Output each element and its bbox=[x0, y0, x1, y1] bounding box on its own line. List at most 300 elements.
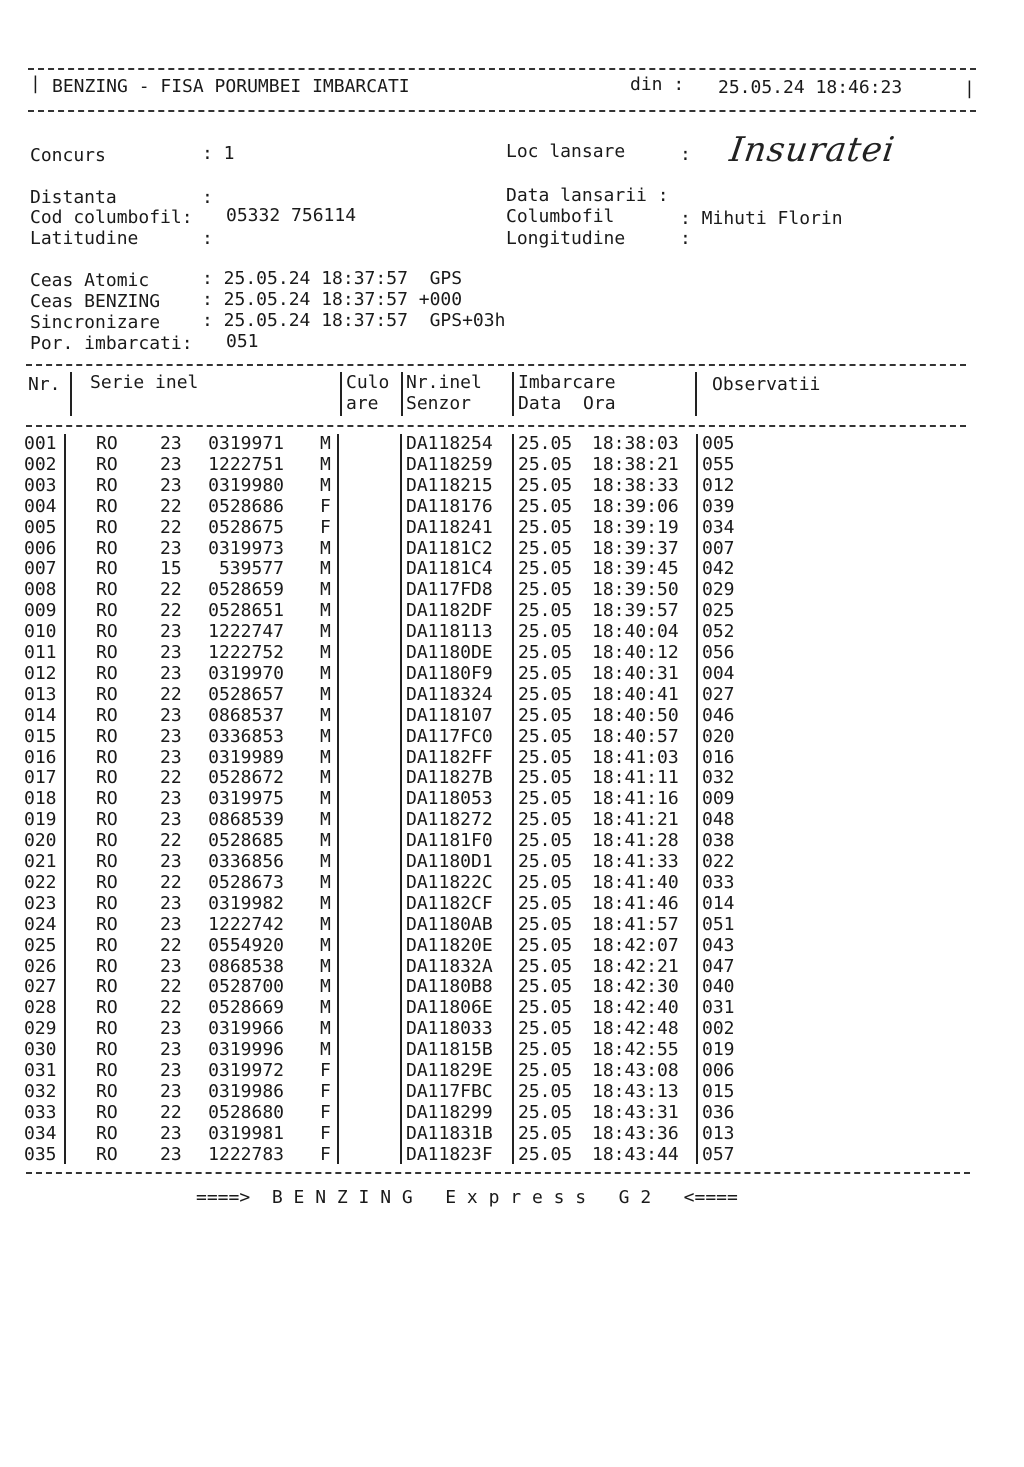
ring-number: 0528675 bbox=[208, 516, 284, 538]
row-number: 002 bbox=[24, 453, 57, 475]
sex: M bbox=[320, 830, 331, 852]
sex: M bbox=[320, 892, 331, 914]
latitudine-label: Latitudine bbox=[30, 228, 139, 249]
ring-number: 0528686 bbox=[208, 495, 284, 517]
sensor-id: DA118299 bbox=[406, 1101, 493, 1123]
sex: F bbox=[320, 516, 331, 538]
ring-number: 0336856 bbox=[208, 851, 284, 872]
ring-year: 22 bbox=[160, 976, 182, 998]
ring-year: 23 bbox=[160, 1039, 182, 1061]
ring-number: 539577 bbox=[218, 558, 284, 580]
row-number: 007 bbox=[24, 558, 57, 580]
sensor-id: DA11820E bbox=[406, 934, 493, 956]
columbofil-value: : Mihuti Florin bbox=[680, 208, 843, 229]
header-divider-serie bbox=[340, 372, 342, 416]
ring-country: RO bbox=[96, 495, 118, 517]
boarding-time: 18:38:21 bbox=[592, 453, 679, 475]
ring-country: RO bbox=[96, 830, 118, 852]
ring-country: RO bbox=[96, 725, 118, 747]
row-number: 021 bbox=[24, 851, 57, 872]
ring-number: 1222742 bbox=[208, 913, 284, 935]
boarding-time: 18:43:13 bbox=[592, 1080, 679, 1102]
ring-number: 0319986 bbox=[208, 1080, 284, 1102]
ring-year: 15 bbox=[160, 558, 182, 580]
sex: M bbox=[320, 621, 331, 643]
boarding-time: 18:43:36 bbox=[592, 1122, 679, 1144]
header-top-rule bbox=[28, 68, 976, 70]
boarding-date: 25.05 bbox=[518, 642, 573, 663]
loc-lansare-colon: : bbox=[680, 144, 691, 165]
ring-country: RO bbox=[96, 997, 118, 1019]
ring-number: 0319980 bbox=[208, 474, 284, 496]
observation: 052 bbox=[702, 621, 735, 643]
observation: 025 bbox=[702, 600, 735, 622]
sex: F bbox=[320, 1060, 331, 1081]
boarding-time: 18:41:28 bbox=[592, 830, 679, 852]
loc-lansare-handwritten: Insuratei bbox=[727, 130, 898, 170]
ring-year: 23 bbox=[160, 725, 182, 747]
ring-year: 23 bbox=[160, 851, 182, 872]
col-header-nr-inel-line1: Nr.inel bbox=[406, 372, 482, 393]
sex: F bbox=[320, 495, 331, 517]
row-number: 003 bbox=[24, 474, 57, 496]
boarding-time: 18:39:50 bbox=[592, 579, 679, 601]
boarding-time: 18:42:21 bbox=[592, 955, 679, 977]
sensor-id: DA11822C bbox=[406, 871, 493, 893]
row-number: 032 bbox=[24, 1080, 57, 1102]
ring-country: RO bbox=[96, 516, 118, 538]
boarding-date: 25.05 bbox=[518, 1018, 573, 1040]
ceas-atomic-value: : 25.05.24 18:37:57 GPS bbox=[202, 268, 463, 289]
footer-top-rule bbox=[26, 1172, 970, 1174]
boarding-date: 25.05 bbox=[518, 1101, 573, 1123]
ring-year: 23 bbox=[160, 746, 182, 768]
row-number: 029 bbox=[24, 1018, 57, 1040]
sensor-id: DA1182FF bbox=[406, 746, 493, 768]
row-number: 005 bbox=[24, 516, 57, 538]
row-number: 028 bbox=[24, 997, 57, 1019]
distanta-label: Distanta bbox=[30, 187, 117, 208]
ring-number: 0868538 bbox=[208, 955, 284, 977]
boarding-date: 25.05 bbox=[518, 495, 573, 517]
boarding-date: 25.05 bbox=[518, 830, 573, 852]
sex: F bbox=[320, 1122, 331, 1144]
boarding-date: 25.05 bbox=[518, 474, 573, 496]
distanta-value: : bbox=[202, 187, 213, 208]
ceas-atomic-label: Ceas Atomic bbox=[30, 270, 150, 291]
boarding-date: 25.05 bbox=[518, 871, 573, 893]
row-number: 024 bbox=[24, 913, 57, 935]
sex: M bbox=[320, 642, 331, 663]
boarding-date: 25.05 bbox=[518, 433, 573, 454]
boarding-time: 18:40:12 bbox=[592, 642, 679, 663]
sex: F bbox=[320, 1143, 331, 1165]
sex: M bbox=[320, 579, 331, 601]
ring-number: 0528672 bbox=[208, 767, 284, 789]
ring-country: RO bbox=[96, 1039, 118, 1061]
boarding-date: 25.05 bbox=[518, 746, 573, 768]
boarding-time: 18:40:31 bbox=[592, 662, 679, 684]
ring-number: 0319982 bbox=[208, 892, 284, 914]
header-divider-imbarcare bbox=[695, 372, 697, 416]
ring-year: 22 bbox=[160, 871, 182, 893]
boarding-time: 18:40:57 bbox=[592, 725, 679, 747]
ring-country: RO bbox=[96, 809, 118, 831]
boarding-date: 25.05 bbox=[518, 892, 573, 914]
ring-country: RO bbox=[96, 1060, 118, 1081]
ring-number: 1222751 bbox=[208, 453, 284, 475]
sex: M bbox=[320, 1039, 331, 1061]
sensor-id: DA11831B bbox=[406, 1122, 493, 1144]
ring-number: 1222752 bbox=[208, 642, 284, 663]
row-number: 015 bbox=[24, 725, 57, 747]
row-number: 016 bbox=[24, 746, 57, 768]
ring-country: RO bbox=[96, 474, 118, 496]
sex: M bbox=[320, 809, 331, 831]
boarding-date: 25.05 bbox=[518, 767, 573, 789]
ring-year: 23 bbox=[160, 1060, 182, 1081]
ring-year: 23 bbox=[160, 955, 182, 977]
boarding-time: 18:42:55 bbox=[592, 1039, 679, 1061]
sex: M bbox=[320, 871, 331, 893]
observation: 056 bbox=[702, 642, 735, 663]
ring-number: 0528685 bbox=[208, 830, 284, 852]
sensor-id: DA117FBC bbox=[406, 1080, 493, 1102]
observation: 005 bbox=[702, 433, 735, 454]
sex: M bbox=[320, 913, 331, 935]
ring-number: 0528659 bbox=[208, 579, 284, 601]
boarding-date: 25.05 bbox=[518, 1039, 573, 1061]
ring-number: 0528669 bbox=[208, 997, 284, 1019]
boarding-date: 25.05 bbox=[518, 788, 573, 810]
ring-country: RO bbox=[96, 976, 118, 998]
sensor-id: DA118324 bbox=[406, 683, 493, 705]
ring-country: RO bbox=[96, 704, 118, 726]
row-number: 004 bbox=[24, 495, 57, 517]
table-header-top-rule bbox=[26, 364, 966, 366]
observation: 016 bbox=[702, 746, 735, 768]
data-lansarii-label: Data lansarii : bbox=[506, 185, 669, 206]
row-number: 009 bbox=[24, 600, 57, 622]
ring-country: RO bbox=[96, 788, 118, 810]
loc-lansare-label: Loc lansare bbox=[506, 141, 626, 162]
boarding-time: 18:43:08 bbox=[592, 1060, 679, 1081]
sensor-id: DA11829E bbox=[406, 1060, 493, 1081]
observation: 039 bbox=[702, 495, 735, 517]
ring-year: 22 bbox=[160, 767, 182, 789]
sensor-id: DA11832A bbox=[406, 955, 493, 977]
sex: M bbox=[320, 746, 331, 768]
boarding-date: 25.05 bbox=[518, 600, 573, 622]
porumbei-imbarcati-value: 051 bbox=[226, 331, 259, 352]
boarding-time: 18:41:16 bbox=[592, 788, 679, 810]
sensor-id: DA118053 bbox=[406, 788, 493, 810]
observation: 027 bbox=[702, 683, 735, 705]
boarding-time: 18:43:44 bbox=[592, 1143, 679, 1165]
col-header-nr-inel-line2: Senzor bbox=[406, 393, 472, 414]
ring-country: RO bbox=[96, 1080, 118, 1102]
ring-year: 23 bbox=[160, 913, 182, 935]
sensor-id: DA1180B8 bbox=[406, 976, 493, 998]
ring-number: 0528700 bbox=[208, 976, 284, 998]
row-number: 025 bbox=[24, 934, 57, 956]
ring-year: 23 bbox=[160, 1143, 182, 1165]
concurs-value: : 1 bbox=[202, 143, 235, 164]
ring-year: 22 bbox=[160, 934, 182, 956]
ring-country: RO bbox=[96, 642, 118, 663]
row-number: 008 bbox=[24, 579, 57, 601]
ring-year: 23 bbox=[160, 537, 182, 559]
row-number: 010 bbox=[24, 621, 57, 643]
sex: F bbox=[320, 1101, 331, 1123]
boarding-date: 25.05 bbox=[518, 851, 573, 872]
boarding-time: 18:40:41 bbox=[592, 683, 679, 705]
col-header-imbarcare-line1: Imbarcare bbox=[518, 372, 616, 393]
boarding-date: 25.05 bbox=[518, 683, 573, 705]
boarding-time: 18:41:33 bbox=[592, 851, 679, 872]
ring-number: 0528680 bbox=[208, 1101, 284, 1123]
ring-number: 0528673 bbox=[208, 871, 284, 893]
sensor-id: DA118241 bbox=[406, 516, 493, 538]
ring-country: RO bbox=[96, 746, 118, 768]
ring-year: 23 bbox=[160, 474, 182, 496]
row-number: 030 bbox=[24, 1039, 57, 1061]
sensor-id: DA118033 bbox=[406, 1018, 493, 1040]
ring-number: 0319981 bbox=[208, 1122, 284, 1144]
observation: 004 bbox=[702, 662, 735, 684]
ring-year: 23 bbox=[160, 788, 182, 810]
body-divider-culoare bbox=[400, 434, 402, 1164]
boarding-date: 25.05 bbox=[518, 662, 573, 684]
sincronizare-value: : 25.05.24 18:37:57 GPS+03h bbox=[202, 310, 506, 331]
observation: 013 bbox=[702, 1122, 735, 1144]
row-number: 006 bbox=[24, 537, 57, 559]
observation: 015 bbox=[702, 1080, 735, 1102]
ring-year: 22 bbox=[160, 579, 182, 601]
sensor-id: DA118113 bbox=[406, 621, 493, 643]
observation: 034 bbox=[702, 516, 735, 538]
body-divider-serie bbox=[337, 434, 339, 1164]
row-number: 026 bbox=[24, 955, 57, 977]
ceas-benzing-label: Ceas BENZING bbox=[30, 291, 161, 312]
ring-number: 0868539 bbox=[208, 809, 284, 831]
ceas-benzing-value: : 25.05.24 18:37:57 +000 bbox=[202, 289, 463, 310]
ring-year: 22 bbox=[160, 495, 182, 517]
body-divider-nr bbox=[64, 434, 66, 1164]
boarding-time: 18:40:50 bbox=[592, 704, 679, 726]
ring-country: RO bbox=[96, 892, 118, 914]
ring-number: 0319989 bbox=[208, 746, 284, 768]
col-header-observatii: Observatii bbox=[712, 374, 821, 395]
sensor-id: DA1182DF bbox=[406, 600, 493, 622]
boarding-time: 18:42:30 bbox=[592, 976, 679, 998]
col-header-serie-inel: Serie inel bbox=[90, 372, 199, 393]
row-number: 011 bbox=[24, 642, 57, 663]
boarding-date: 25.05 bbox=[518, 516, 573, 538]
boarding-time: 18:39:57 bbox=[592, 600, 679, 622]
header-divider-senzor bbox=[512, 372, 514, 416]
ring-year: 23 bbox=[160, 662, 182, 684]
boarding-date: 25.05 bbox=[518, 558, 573, 580]
col-header-culoare-line1: Culo bbox=[346, 372, 390, 393]
sensor-id: DA1180D1 bbox=[406, 851, 493, 872]
ring-country: RO bbox=[96, 683, 118, 705]
observation: 055 bbox=[702, 453, 735, 475]
ring-year: 23 bbox=[160, 1122, 182, 1144]
observation: 040 bbox=[702, 976, 735, 998]
boarding-time: 18:38:33 bbox=[592, 474, 679, 496]
boarding-time: 18:41:03 bbox=[592, 746, 679, 768]
ring-number: 1222783 bbox=[208, 1143, 284, 1165]
columbofil-label: Columbofil bbox=[506, 206, 615, 227]
observation: 014 bbox=[702, 892, 735, 914]
row-number: 022 bbox=[24, 871, 57, 893]
ring-year: 23 bbox=[160, 453, 182, 475]
boarding-date: 25.05 bbox=[518, 913, 573, 935]
footer-benzing-express: ====> B E N Z I N G E x p r e s s G 2 <==== bbox=[196, 1187, 738, 1208]
boarding-time: 18:39:19 bbox=[592, 516, 679, 538]
ring-country: RO bbox=[96, 433, 118, 454]
sensor-id: DA118215 bbox=[406, 474, 493, 496]
header-right-bar: | bbox=[964, 78, 975, 99]
observation: 042 bbox=[702, 558, 735, 580]
observation: 048 bbox=[702, 809, 735, 831]
ring-country: RO bbox=[96, 621, 118, 643]
ring-year: 22 bbox=[160, 683, 182, 705]
row-number: 027 bbox=[24, 976, 57, 998]
ring-year: 23 bbox=[160, 1080, 182, 1102]
longitudine-value: : bbox=[680, 228, 691, 249]
boarding-date: 25.05 bbox=[518, 976, 573, 998]
header-divider-culoare bbox=[401, 372, 403, 416]
observation: 046 bbox=[702, 704, 735, 726]
sex: M bbox=[320, 997, 331, 1019]
boarding-time: 18:39:45 bbox=[592, 558, 679, 580]
row-number: 019 bbox=[24, 809, 57, 831]
ring-number: 0528651 bbox=[208, 600, 284, 622]
ring-country: RO bbox=[96, 913, 118, 935]
ring-number: 1222747 bbox=[208, 621, 284, 643]
table-header-bottom-rule bbox=[26, 425, 966, 427]
sex: M bbox=[320, 788, 331, 810]
boarding-time: 18:41:11 bbox=[592, 767, 679, 789]
row-number: 023 bbox=[24, 892, 57, 914]
boarding-date: 25.05 bbox=[518, 704, 573, 726]
observation: 043 bbox=[702, 934, 735, 956]
observation: 022 bbox=[702, 851, 735, 872]
boarding-date: 25.05 bbox=[518, 1122, 573, 1144]
ring-number: 0868537 bbox=[208, 704, 284, 726]
row-number: 034 bbox=[24, 1122, 57, 1144]
sensor-id: DA118259 bbox=[406, 453, 493, 475]
ring-country: RO bbox=[96, 579, 118, 601]
sex: M bbox=[320, 1018, 331, 1040]
sex: M bbox=[320, 662, 331, 684]
row-number: 035 bbox=[24, 1143, 57, 1165]
ring-year: 23 bbox=[160, 892, 182, 914]
sex: M bbox=[320, 725, 331, 747]
boarding-date: 25.05 bbox=[518, 809, 573, 831]
ring-country: RO bbox=[96, 453, 118, 475]
boarding-time: 18:38:03 bbox=[592, 433, 679, 454]
ring-country: RO bbox=[96, 1143, 118, 1165]
sensor-id: DA11823F bbox=[406, 1143, 493, 1165]
row-number: 014 bbox=[24, 704, 57, 726]
sensor-id: DA1182CF bbox=[406, 892, 493, 914]
col-header-culoare-line2: are bbox=[346, 393, 379, 414]
longitudine-label: Longitudine bbox=[506, 228, 626, 249]
sex: M bbox=[320, 767, 331, 789]
sensor-id: DA118272 bbox=[406, 809, 493, 831]
boarding-time: 18:40:04 bbox=[592, 621, 679, 643]
sensor-id: DA117FD8 bbox=[406, 579, 493, 601]
ring-year: 22 bbox=[160, 997, 182, 1019]
ring-year: 23 bbox=[160, 1018, 182, 1040]
ring-number: 0319973 bbox=[208, 537, 284, 559]
sensor-id: DA117FC0 bbox=[406, 725, 493, 747]
boarding-time: 18:41:21 bbox=[592, 809, 679, 831]
observation: 036 bbox=[702, 1101, 735, 1123]
ring-country: RO bbox=[96, 662, 118, 684]
ring-country: RO bbox=[96, 537, 118, 559]
cod-columbofil-label: Cod columbofil: bbox=[30, 207, 193, 228]
boarding-time: 18:41:46 bbox=[592, 892, 679, 914]
ring-number: 0319966 bbox=[208, 1018, 284, 1040]
observation: 051 bbox=[702, 913, 735, 935]
sex: M bbox=[320, 433, 331, 454]
boarding-date: 25.05 bbox=[518, 1060, 573, 1081]
ring-number: 0554920 bbox=[208, 934, 284, 956]
latitudine-value: : bbox=[202, 228, 213, 249]
boarding-date: 25.05 bbox=[518, 934, 573, 956]
boarding-date: 25.05 bbox=[518, 453, 573, 475]
boarding-time: 18:39:37 bbox=[592, 537, 679, 559]
ring-country: RO bbox=[96, 871, 118, 893]
observation: 031 bbox=[702, 997, 735, 1019]
sensor-id: DA1180DE bbox=[406, 642, 493, 663]
row-number: 013 bbox=[24, 683, 57, 705]
concurs-label: Concurs bbox=[30, 145, 106, 166]
row-number: 001 bbox=[24, 433, 57, 454]
sensor-id: DA11806E bbox=[406, 997, 493, 1019]
sex: M bbox=[320, 955, 331, 977]
ring-country: RO bbox=[96, 955, 118, 977]
observation: 012 bbox=[702, 474, 735, 496]
observation: 009 bbox=[702, 788, 735, 810]
row-number: 020 bbox=[24, 830, 57, 852]
observation: 038 bbox=[702, 830, 735, 852]
sex: M bbox=[320, 976, 331, 998]
observation: 020 bbox=[702, 725, 735, 747]
row-number: 033 bbox=[24, 1101, 57, 1123]
col-header-imbarcare-line2: Data Ora bbox=[518, 393, 616, 414]
ring-year: 22 bbox=[160, 600, 182, 622]
boarding-date: 25.05 bbox=[518, 1143, 573, 1165]
sex: M bbox=[320, 704, 331, 726]
ring-country: RO bbox=[96, 1018, 118, 1040]
sensor-id: DA1181C2 bbox=[406, 537, 493, 559]
ring-country: RO bbox=[96, 767, 118, 789]
boarding-date: 25.05 bbox=[518, 537, 573, 559]
observation: 002 bbox=[702, 1018, 735, 1040]
print-date-label: din : bbox=[630, 74, 685, 95]
sensor-id: DA11827B bbox=[406, 767, 493, 789]
boarding-time: 18:42:40 bbox=[592, 997, 679, 1019]
boarding-date: 25.05 bbox=[518, 955, 573, 977]
header-left-bar: | bbox=[30, 73, 41, 94]
sensor-id: DA1180F9 bbox=[406, 662, 493, 684]
col-header-nr: Nr. bbox=[28, 374, 61, 395]
